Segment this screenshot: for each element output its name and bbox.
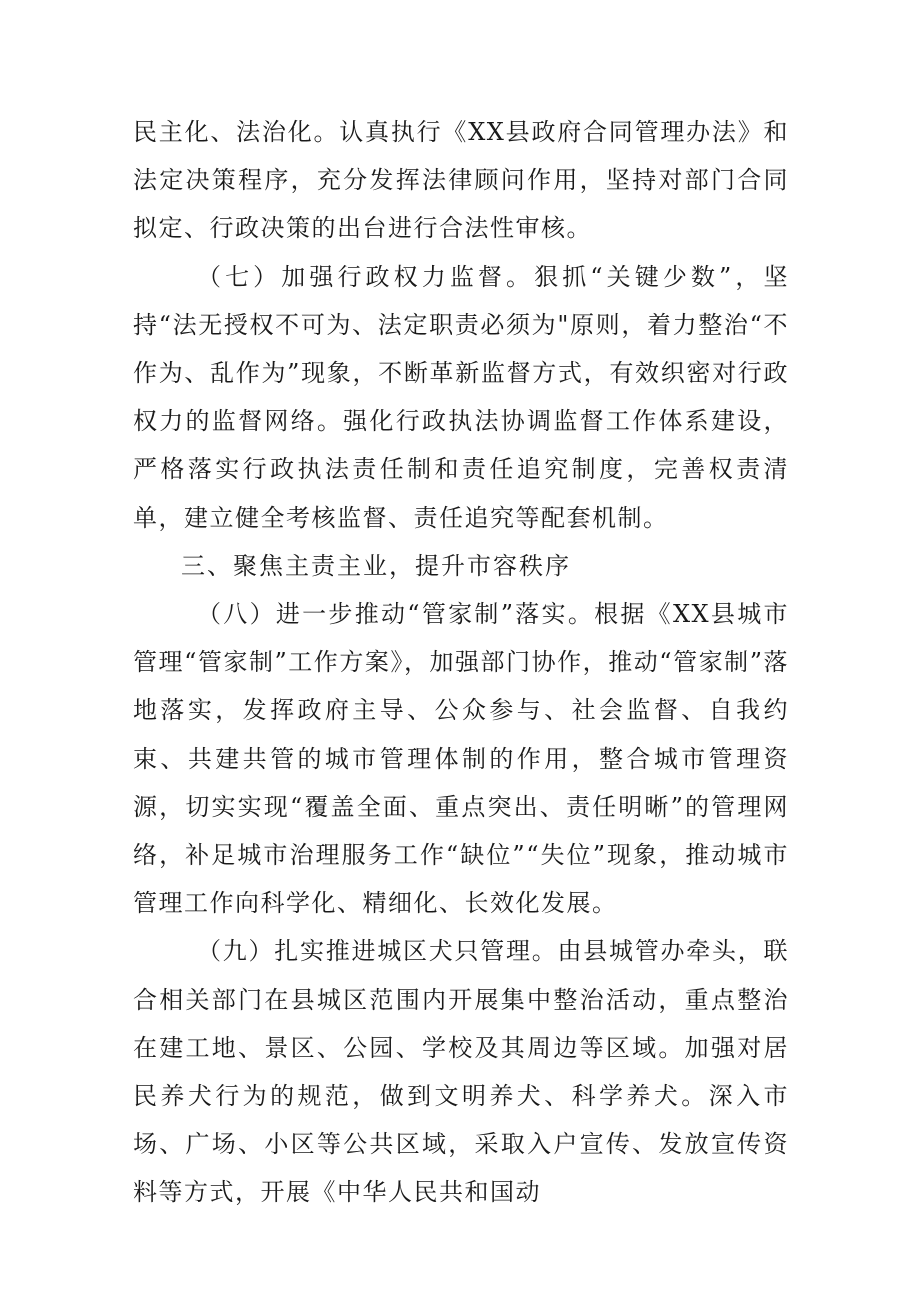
document-body (133, 108, 789, 1217)
paragraph-item-seven: （七）加强行政权力监督。狠抓“关键少数”，坚持“法无授权不可为、法定职责必须为"原则，着力整治“不作为、乱作为”现象，不断革新监督方式，有效织密对行政权力的监督网络。强化行政执法协调监督工作体系建设，严格落实行政执法责任制和责任追究制度，完善权责清单，建立健全考核监督、责任追究等配套机制。 (133, 262, 789, 532)
section-heading-three: 三、聚焦主责主业，提升市容秩序 (181, 551, 571, 580)
paragraph-continuation: 民主化、法治化。认真执行《XX县政府合同管理办法》和法定决策程序，充分发挥法律顾问作用，坚持对部门合同拟定、行政决策的出台进行合法性审核。 (133, 118, 789, 243)
paragraph-item-nine: （九）扎实推进城区犬只管理。由县城管办牵头，联合相关部门在县城区范围内开展集中整治活动，重点整治在建工地、景区、公园、学校及其周边等区域。加强对居民养犬行为的规范，做到文明养犬、科学养犬。深入市场、广场、小区等公共区域，采取入户宣传、发放宣传资料等方式，开展《中华人民共和国动 (133, 937, 789, 1207)
paragraph-item-eight: （八）进一步推动“管家制”落实。根据《XX县城市管理“管家制”工作方案》，加强部门协作，推动“管家制”落地落实，发挥政府主导、公众参与、社会监督、自我约束、共建共管的城市管理体制的作用，整合城市管理资源，切实实现“覆盖全面、重点突出、责任明晰”的管理网络，补足城市治理服务工作“缺位”“失位”现象，推动城市管理工作向科学化、精细化、长效化发展。 (133, 600, 789, 918)
